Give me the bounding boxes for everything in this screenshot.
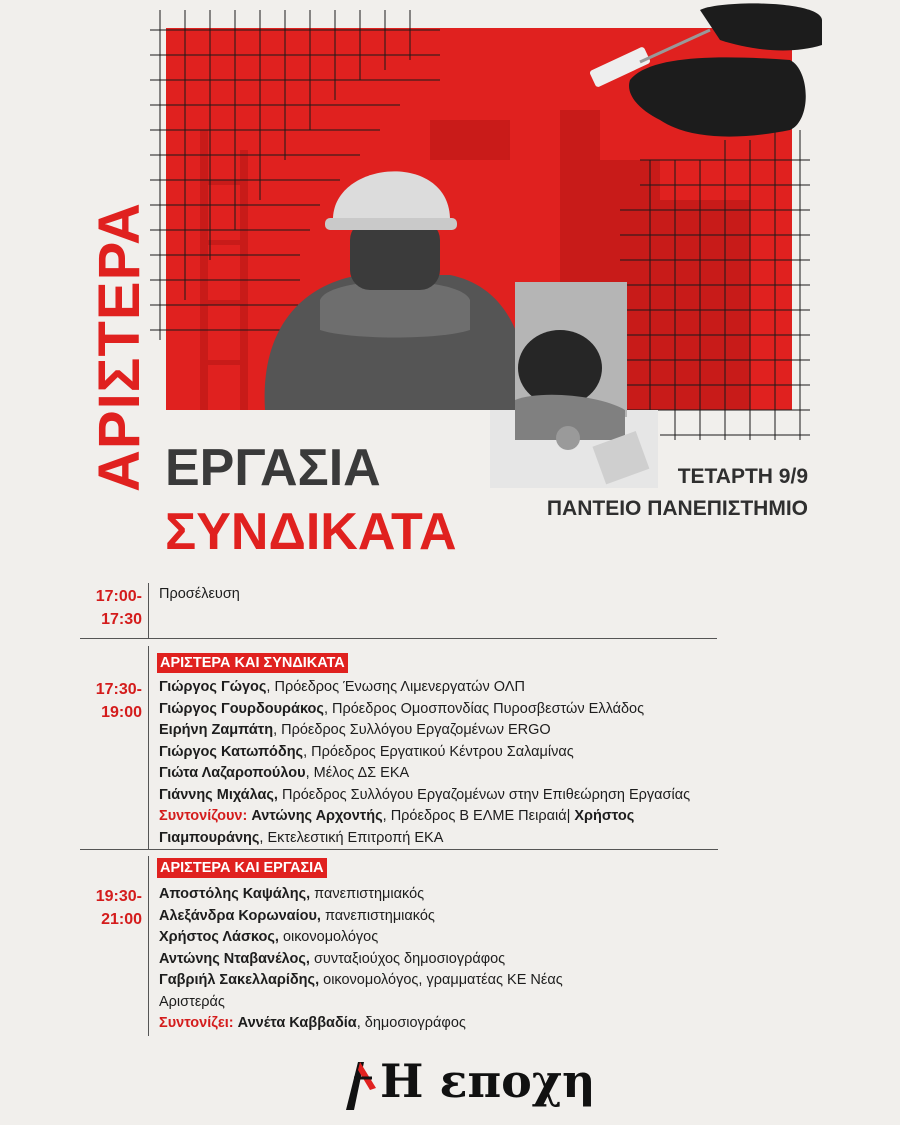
speaker-entry [159,742,574,764]
session-1-time-start: 17:30- [95,681,142,698]
vertical-title: ΑΡΙΣΤΕΡΑ [87,202,152,492]
session-1-time-end: 19:00 [101,704,142,721]
speaker-name: Γιώργος Γουρδουράκος [159,700,324,717]
speaker-name: Γιώργος Κατωπόδης [159,743,304,760]
speaker-name: Αλεξάνδρα Κορωναίου, [159,907,321,924]
moderator-name: Αντώνης Αρχοντής [251,808,383,824]
speaker-role-continued: Αριστεράς [159,993,225,1010]
pen-logo-icon [340,1052,380,1116]
speaker-name: Ειρήνη Ζαμπάτη [159,722,274,738]
moderator-role: , Πρόεδρος Β ΕΛΜΕ Πειραιά| [382,808,571,824]
section-separator [80,849,718,850]
moderators-entry-continued [159,828,443,850]
speaker-name: Γιώτα Λαζαροπούλου [159,765,306,781]
speaker-name: Αποστόλης Καψάλης, [159,886,311,902]
event-venue: ΠΑΝΤΕΙΟ ΠΑΝΕΠΙΣΤΗΜΙΟ [546,497,808,520]
session-2-title: ΑΡΙΣΤΕΡΑ ΚΑΙ ΕΡΓΑΣΙΑ [157,858,327,878]
speaker-entry [159,699,644,721]
title-work: ΕΡΓΑΣΙΑ [165,439,381,497]
arrival-divider [148,583,149,638]
speaker-role: συνταξιούχος δημοσιογράφος [309,950,506,967]
moderator-name: Γιαμπουράνης [159,829,260,846]
arrival-time-start: 17:00- [95,588,142,605]
speaker-name: Χρήστος Λάσκος, [159,929,279,945]
publisher-logo: Η εποχη [380,1054,596,1108]
worker-figure [265,171,529,410]
speaker-role: , Πρόεδρος Συλλόγου Εργαζομένων ERGO [273,722,551,738]
speaker-entry [159,720,551,742]
moderators-entry [159,806,634,828]
speaker-role: οικονομολόγος [278,929,379,945]
speaker-name: Γιώργος Γώγος [159,679,267,695]
speaker-role: , Πρόεδρος Ένωσης Λιμενεργατών ΟΛΠ [266,679,525,695]
arrival-label: Προσέλευση [159,586,240,602]
moderator-entry [159,1013,466,1035]
moderator-name: Αννέτα Καββαδία [237,1015,357,1031]
speaker-role: , Μέλος ΔΣ ΕΚΑ [305,765,410,781]
speaker-entry [159,970,563,992]
speaker-entry [159,763,409,785]
speaker-role: , Πρόεδρος Ομοσπονδίας Πυροσβεστών Ελλάδος [323,700,645,717]
speaker-name: Γιάννης Μιχάλας, [159,786,278,803]
speaker-entry [159,906,435,928]
section-separator [80,638,717,639]
speaker-role: πανεπιστημιακός [310,886,425,902]
speaker-entry [159,949,505,971]
speaker-entry [159,677,525,699]
moderator-name: Χρήστος [574,808,635,824]
event-date: ΤΕΤΑΡΤΗ 9/9 [677,465,808,488]
session-2-time-end: 21:00 [101,911,142,928]
speaker-role: οικονομολόγος, γραμματέας ΚΕ Νέας [319,972,563,988]
session-2-divider [148,856,149,1036]
speaker-role: Πρόεδρος Συλλόγου Εργαζομένων στην Επιθεώρηση Εργασίας [277,786,691,803]
session-2-time-start: 19:30- [95,888,142,905]
speaker-name: Γαβριήλ Σακελλαρίδης, [159,972,320,988]
session-1-title: ΑΡΙΣΤΕΡΑ ΚΑΙ ΣΥΝΔΙΚΑΤΑ [157,653,348,673]
moderator-label: Συντονίζει: [159,1015,234,1031]
arrival-time-end: 17:30 [101,611,142,628]
speaker-role: πανεπιστημιακός [320,907,435,924]
speaker-entry [159,884,424,906]
gloved-hands [589,3,822,136]
speaker-role: , Πρόεδρος Εργατικού Κέντρου Σαλαμίνας [303,743,574,760]
speaker-name: Αντώνης Νταβανέλος, [159,950,310,967]
moderators-label: Συντονίζουν: [159,808,248,824]
title-unions: ΣΥΝΔΙΚΑΤΑ [165,503,457,561]
moderator-role: , Εκτελεστική Επιτροπή ΕΚΑ [259,829,444,846]
speaker-entry [159,927,378,949]
moderator-role: , δημοσιογράφος [356,1015,466,1031]
session-1-divider [148,646,149,850]
speaker-entry [159,785,690,807]
